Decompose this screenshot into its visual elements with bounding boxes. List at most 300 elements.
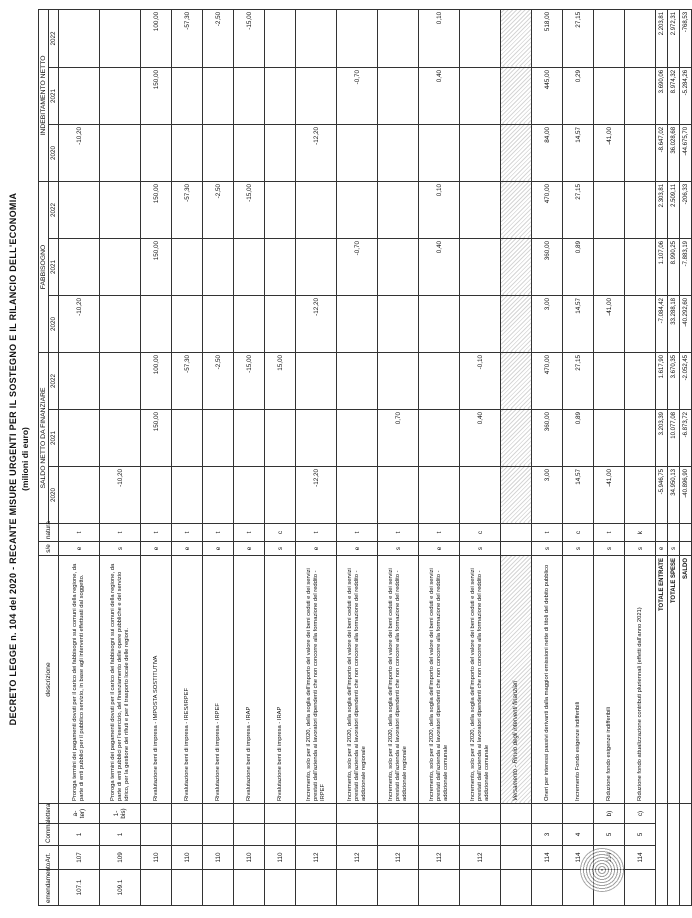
table-header	[39, 9, 59, 905]
ind-value-cell: -41,00	[594, 124, 625, 181]
lettera-cell	[563, 804, 594, 824]
saldo-total-cell: 3.670,35	[668, 352, 680, 409]
ind-total-cell: -8.647,02	[656, 124, 668, 181]
ind-value-cell	[419, 124, 460, 181]
fab-value-cell	[59, 238, 100, 295]
table-row	[203, 9, 234, 905]
table-row	[532, 9, 563, 905]
saldo-value-cell	[594, 352, 625, 409]
lettera-cell	[234, 804, 265, 824]
totals-label: TOTALE ENTRATE	[656, 556, 668, 804]
se-cell: s	[100, 542, 141, 556]
ind-value-cell	[378, 9, 419, 67]
natura-cell: c	[265, 524, 296, 542]
lettera-cell	[419, 804, 460, 824]
art-cell: 110	[265, 846, 296, 870]
saldo-value-cell	[59, 467, 100, 524]
description-cell: Oneri per interessi passivi derivanti dalla maggiori emissioni nette di titoli del debito pubblico	[532, 556, 563, 804]
ind-total-cell: 36.028,68	[668, 124, 680, 181]
emendamento-cell	[460, 870, 501, 906]
fab-value-cell	[265, 238, 296, 295]
col-se: s/e	[39, 542, 59, 556]
se-cell: s	[594, 542, 625, 556]
saldo-value-cell	[378, 467, 419, 524]
description-cell: Rivalutazione beni di impresa - IRPEF	[203, 556, 234, 804]
fab-value-cell	[337, 295, 378, 352]
saldo-value-cell: -0,10	[460, 352, 501, 409]
fab-total-cell: -7.084,42	[656, 295, 668, 352]
ind-value-cell	[265, 9, 296, 67]
art-cell: 110	[234, 846, 265, 870]
art-cell: 112	[419, 846, 460, 870]
table-row	[594, 9, 625, 905]
description-cell: Incremento, solo per il 2020, della soglia dell'importo del valore dei beni ceduti e dei servizi prestati dall'azienda ai lavoratori dipendenti che non concorre alla formazione del reddito - addizionale regionale	[337, 556, 378, 804]
natura-cell: t	[141, 524, 172, 542]
year-header: 2022	[49, 181, 59, 238]
comma-cell	[460, 824, 501, 846]
saldo-value-cell: 0,89	[563, 410, 594, 467]
ind-value-cell: -2,50	[203, 9, 234, 67]
saldo-value-cell	[378, 352, 419, 409]
fab-value-cell: -10,20	[59, 295, 100, 352]
art-cell: 112	[337, 846, 378, 870]
se-cell	[501, 542, 532, 556]
col-emendamento: emendamento	[39, 870, 59, 906]
saldo-value-cell: -2,50	[203, 352, 234, 409]
totals-row	[668, 9, 680, 905]
emendamento-cell	[378, 870, 419, 906]
saldo-value-cell	[141, 467, 172, 524]
art-cell: 107	[59, 846, 100, 870]
lettera-cell: a-ter)	[59, 804, 100, 824]
saldo-value-cell: 0,70	[378, 410, 419, 467]
se-cell	[680, 542, 692, 556]
description-cell: Rivalutazione beni di impresa - IRAP	[265, 556, 296, 804]
table-row	[625, 9, 656, 905]
emendamento-cell: 109.1	[100, 870, 141, 906]
ind-total-cell: 8.974,32	[668, 67, 680, 124]
saldo-value-cell	[501, 410, 532, 467]
fab-total-cell: -7.883,19	[680, 238, 692, 295]
ind-value-cell	[59, 9, 100, 67]
art-cell: 109	[100, 846, 141, 870]
ind-value-cell	[501, 124, 532, 181]
ind-value-cell	[100, 67, 141, 124]
fab-value-cell	[625, 295, 656, 352]
saldo-value-cell	[337, 467, 378, 524]
saldo-value-cell	[337, 352, 378, 409]
saldo-value-cell: -57,30	[172, 352, 203, 409]
totals-row	[656, 9, 668, 905]
lettera-cell	[501, 804, 532, 824]
year-header: 2020	[49, 467, 59, 524]
ind-value-cell: 100,00	[141, 9, 172, 67]
saldo-value-cell	[594, 410, 625, 467]
ind-value-cell: 150,00	[141, 67, 172, 124]
comma-cell: 1	[59, 824, 100, 846]
lettera-cell: b)	[594, 804, 625, 824]
description-cell: Rivalutazione beni di impresa - IRES/IRPEF	[172, 556, 203, 804]
saldo-value-cell	[501, 467, 532, 524]
ind-value-cell: 0,40	[419, 67, 460, 124]
fab-value-cell	[265, 181, 296, 238]
natura-cell: t	[234, 524, 265, 542]
document-subtitle: (milioni di euro)	[20, 427, 30, 491]
fab-value-cell	[625, 181, 656, 238]
ind-value-cell	[594, 9, 625, 67]
natura-cell: t	[296, 524, 337, 542]
natura-cell: t	[172, 524, 203, 542]
saldo-value-cell	[203, 410, 234, 467]
ind-value-cell	[141, 124, 172, 181]
description-cell: Rivalutazione beni di impresa - IMPOSTA SOSTITUTIVA	[141, 556, 172, 804]
saldo-total-cell: -5.946,75	[656, 467, 668, 524]
fab-total-cell: 1.107,06	[656, 238, 668, 295]
totals-spacer	[668, 804, 680, 906]
description-cell: Riduzione fondo attualizzazione contributi pluriennali (effetti dall'anno 2021)	[625, 556, 656, 804]
saldo-total-cell: -2.052,45	[680, 352, 692, 409]
ind-value-cell	[265, 124, 296, 181]
se-cell: e	[141, 542, 172, 556]
col-comma: Comma	[39, 824, 59, 846]
fab-value-cell	[234, 238, 265, 295]
saldo-value-cell: -10,20	[100, 467, 141, 524]
saldo-value-cell: 0,40	[460, 410, 501, 467]
fab-value-cell	[378, 181, 419, 238]
saldo-value-cell: 27,15	[563, 352, 594, 409]
comma-cell	[337, 824, 378, 846]
col-lettera: lettera	[39, 804, 59, 824]
year-header: 2020	[49, 124, 59, 181]
ind-value-cell	[172, 124, 203, 181]
ind-value-cell	[296, 9, 337, 67]
fab-value-cell	[501, 238, 532, 295]
comma-cell: 4	[563, 824, 594, 846]
natura-cell: t	[419, 524, 460, 542]
fab-value-cell	[100, 238, 141, 295]
saldo-value-cell	[419, 410, 460, 467]
description-cell: Incremento, solo per il 2020, della soglia dell'importo del valore dei beni ceduti e dei servizi prestati dall'azienda ai lavoratori dipendenti che non concorre alla formazione del reddito - addizionale comunale	[419, 556, 460, 804]
ind-value-cell: 0,10	[419, 9, 460, 67]
emendamento-cell	[501, 870, 532, 906]
ind-value-cell	[59, 67, 100, 124]
fab-total-cell: 2.303,81	[656, 181, 668, 238]
description-cell: Incremento, solo per il 2020, della soglia dell'importo del valore dei beni ceduti e dei servizi prestati dall'azienda ai lavoratori dipendenti che non concorre alla formazione del reddito - addizionale regionale	[378, 556, 419, 804]
natura-cell: t	[59, 524, 100, 542]
saldo-value-cell: -41,00	[594, 467, 625, 524]
emendamento-cell: 107.1	[59, 870, 100, 906]
ind-value-cell	[337, 124, 378, 181]
lettera-cell	[532, 804, 563, 824]
fab-value-cell	[100, 181, 141, 238]
fab-value-cell	[296, 238, 337, 295]
lettera-cell	[460, 804, 501, 824]
emendamento-cell	[296, 870, 337, 906]
saldo-value-cell	[59, 352, 100, 409]
table-row	[501, 9, 532, 905]
emendamento-cell	[625, 870, 656, 906]
lettera-cell	[337, 804, 378, 824]
table-row	[59, 9, 100, 905]
se-cell: s	[625, 542, 656, 556]
fab-value-cell	[337, 181, 378, 238]
table-row	[378, 9, 419, 905]
fab-value-cell: 14,57	[563, 295, 594, 352]
ind-value-cell: 518,00	[532, 9, 563, 67]
se-cell: s	[378, 542, 419, 556]
saldo-value-cell: 150,00	[141, 410, 172, 467]
art-cell	[501, 846, 532, 870]
saldo-total-cell: 10.077,08	[668, 410, 680, 467]
natura-cell	[501, 524, 532, 542]
group-indebitamento: INDEBITAMENTO NETTO	[39, 9, 49, 181]
saldo-total-cell: -40.896,90	[680, 467, 692, 524]
natura-cell	[656, 524, 668, 542]
saldo-value-cell: 15,00	[265, 352, 296, 409]
ind-value-cell: -15,00	[234, 9, 265, 67]
fab-value-cell	[501, 181, 532, 238]
saldo-value-cell	[100, 352, 141, 409]
description-cell: Incremento Fondo esigenze indifferibili	[563, 556, 594, 804]
fab-value-cell	[378, 295, 419, 352]
fab-value-cell: -2,50	[203, 181, 234, 238]
emendamento-cell	[141, 870, 172, 906]
fab-value-cell	[460, 295, 501, 352]
comma-cell: 5	[625, 824, 656, 846]
se-cell: s	[265, 542, 296, 556]
ind-value-cell	[100, 124, 141, 181]
se-cell: s	[532, 542, 563, 556]
emendamento-cell	[532, 870, 563, 906]
saldo-value-cell	[172, 410, 203, 467]
comma-cell	[172, 824, 203, 846]
year-header: 2021	[49, 67, 59, 124]
comma-cell: 1	[100, 824, 141, 846]
fab-value-cell	[460, 238, 501, 295]
saldo-value-cell: 470,00	[532, 352, 563, 409]
comma-cell	[419, 824, 460, 846]
table-row	[563, 9, 594, 905]
ind-total-cell: -768,53	[680, 9, 692, 67]
fab-value-cell	[172, 238, 203, 295]
ind-total-cell: 3.690,06	[656, 67, 668, 124]
ind-value-cell	[501, 9, 532, 67]
saldo-value-cell: -12,20	[296, 467, 337, 524]
natura-cell: t	[337, 524, 378, 542]
ind-value-cell: 445,00	[532, 67, 563, 124]
fab-total-cell: 33.288,18	[668, 295, 680, 352]
lettera-cell	[265, 804, 296, 824]
ind-value-cell	[296, 67, 337, 124]
table-row	[234, 9, 265, 905]
fab-value-cell: 0,10	[419, 181, 460, 238]
lettera-cell	[296, 804, 337, 824]
fab-value-cell: 0,40	[419, 238, 460, 295]
ind-value-cell	[625, 124, 656, 181]
ind-value-cell	[378, 67, 419, 124]
ind-value-cell: -57,30	[172, 9, 203, 67]
ind-total-cell: 2.972,31	[668, 9, 680, 67]
saldo-value-cell	[501, 352, 532, 409]
fab-value-cell	[625, 238, 656, 295]
fab-value-cell: 0,89	[563, 238, 594, 295]
saldo-value-cell	[419, 467, 460, 524]
totals-label: SALDO	[680, 556, 692, 804]
art-cell: 112	[460, 846, 501, 870]
natura-cell: c	[563, 524, 594, 542]
saldo-value-cell	[100, 410, 141, 467]
group-saldo: SALDO NETTO DA FINANZIARE	[39, 352, 49, 523]
art-cell: 110	[141, 846, 172, 870]
saldo-value-cell: 360,00	[532, 410, 563, 467]
ind-value-cell	[234, 124, 265, 181]
saldo-value-cell: -15,00	[234, 352, 265, 409]
totals-row	[680, 9, 692, 905]
saldo-value-cell	[265, 410, 296, 467]
se-cell: e	[172, 542, 203, 556]
fab-value-cell: -57,30	[172, 181, 203, 238]
ind-value-cell	[203, 124, 234, 181]
emendamento-cell	[337, 870, 378, 906]
saldo-value-cell	[296, 352, 337, 409]
fab-value-cell	[419, 295, 460, 352]
saldo-value-cell	[625, 352, 656, 409]
natura-cell: t	[594, 524, 625, 542]
comma-cell	[296, 824, 337, 846]
ind-value-cell	[501, 67, 532, 124]
ind-value-cell	[234, 67, 265, 124]
se-cell: e	[656, 542, 668, 556]
natura-cell	[668, 524, 680, 542]
table-row	[265, 9, 296, 905]
fab-value-cell: 470,00	[532, 181, 563, 238]
comma-cell	[378, 824, 419, 846]
ind-value-cell	[203, 67, 234, 124]
comma-cell	[501, 824, 532, 846]
table-row	[172, 9, 203, 905]
totals-label: TOTALE SPESE	[668, 556, 680, 804]
emendamento-cell	[172, 870, 203, 906]
fab-total-cell: -40.292,60	[680, 295, 692, 352]
fab-value-cell: -12,20	[296, 295, 337, 352]
description-cell: Incremento, solo per il 2020, della soglia dell'importo del valore dei beni ceduti e dei servizi prestati dall'azienda ai lavoratori dipendenti che non concorre alla formazione del reddito - addizionale comunale	[460, 556, 501, 804]
description-cell: Rivalutazione beni di impresa - IRAP	[234, 556, 265, 804]
fab-value-cell	[59, 181, 100, 238]
saldo-value-cell	[337, 410, 378, 467]
year-header: 2022	[49, 352, 59, 409]
natura-cell	[680, 524, 692, 542]
fab-value-cell: 150,00	[141, 181, 172, 238]
year-header: 2022	[49, 9, 59, 67]
table-row	[337, 9, 378, 905]
ind-value-cell	[172, 67, 203, 124]
saldo-value-cell	[625, 467, 656, 524]
se-cell: s	[563, 542, 594, 556]
comma-cell	[141, 824, 172, 846]
art-cell: 114	[532, 846, 563, 870]
fab-value-cell: 150,00	[141, 238, 172, 295]
description-cell: Versamento - Rinvio degli interventi finanziari	[501, 556, 532, 804]
fab-value-cell	[203, 295, 234, 352]
se-cell: e	[234, 542, 265, 556]
ind-value-cell	[378, 124, 419, 181]
ind-value-cell: -12,20	[296, 124, 337, 181]
year-header: 2020	[49, 295, 59, 352]
fab-total-cell: 2.509,11	[668, 181, 680, 238]
art-cell: 114	[625, 846, 656, 870]
fab-value-cell	[203, 238, 234, 295]
totals-spacer	[680, 804, 692, 906]
comma-cell: 3	[532, 824, 563, 846]
table-row	[100, 9, 141, 905]
saldo-value-cell: 100,00	[141, 352, 172, 409]
art-cell: 112	[378, 846, 419, 870]
se-cell: e	[296, 542, 337, 556]
fab-value-cell: 3,00	[532, 295, 563, 352]
fab-total-cell: -206,33	[680, 181, 692, 238]
art-cell: 110	[203, 846, 234, 870]
ind-value-cell	[625, 67, 656, 124]
lettera-cell	[203, 804, 234, 824]
ind-value-cell: 84,00	[532, 124, 563, 181]
ind-value-cell: 14,57	[563, 124, 594, 181]
natura-cell: c	[460, 524, 501, 542]
lettera-cell: c)	[625, 804, 656, 824]
saldo-value-cell	[625, 410, 656, 467]
description-cell: Proroga termini dei pagamenti dovuti per il carico dei fabbisogni sui comuni della regione, da parte di enti pubblici per il pubblico servizio, in base agli interventi effettuati dal soggetto.	[59, 556, 100, 804]
fab-value-cell	[100, 295, 141, 352]
lettera-cell: 1-bis)	[100, 804, 141, 824]
description-cell: Incremento, solo per il 2020, della soglia dell'importo del valore dei beni ceduti e dei servizi prestati dall'azienda ai lavoratori dipendenti che non concorre alla formazione del reddito - IRPEF	[296, 556, 337, 804]
financial-effects-table	[38, 9, 692, 906]
natura-cell: t	[378, 524, 419, 542]
ind-value-cell	[460, 124, 501, 181]
saldo-value-cell	[234, 410, 265, 467]
fab-total-cell: 8.990,25	[668, 238, 680, 295]
fab-value-cell: -0,70	[337, 238, 378, 295]
ind-value-cell	[625, 9, 656, 67]
ind-total-cell: 2.203,81	[656, 9, 668, 67]
col-art: Art.	[39, 846, 59, 870]
ind-value-cell	[460, 9, 501, 67]
table-row	[296, 9, 337, 905]
saldo-value-cell	[203, 467, 234, 524]
saldo-value-cell	[460, 467, 501, 524]
saldo-total-cell: 3.203,39	[656, 410, 668, 467]
natura-cell: t	[100, 524, 141, 542]
comma-cell	[265, 824, 296, 846]
document-title: DECRETO LEGGE n. 104 del 2020 - RECANTE MISURE URGENTI PER IL SOSTEGNO E IL RILANCIO DELL'ECONOMIA	[8, 192, 18, 726]
ind-value-cell: 27,15	[563, 9, 594, 67]
emendamento-cell	[419, 870, 460, 906]
ind-value-cell	[460, 67, 501, 124]
fab-value-cell: -41,00	[594, 295, 625, 352]
saldo-total-cell: 1.617,90	[656, 352, 668, 409]
fab-value-cell	[234, 295, 265, 352]
comma-cell	[203, 824, 234, 846]
saldo-total-cell: 34.950,13	[668, 467, 680, 524]
fab-value-cell	[501, 295, 532, 352]
year-header: 2021	[49, 238, 59, 295]
comma-cell	[234, 824, 265, 846]
se-cell: s	[668, 542, 680, 556]
saldo-value-cell	[419, 352, 460, 409]
comma-cell: 5	[594, 824, 625, 846]
fab-value-cell	[265, 295, 296, 352]
saldo-value-cell	[296, 410, 337, 467]
ind-total-cell: -5.284,26	[680, 67, 692, 124]
fab-value-cell: -15,00	[234, 181, 265, 238]
